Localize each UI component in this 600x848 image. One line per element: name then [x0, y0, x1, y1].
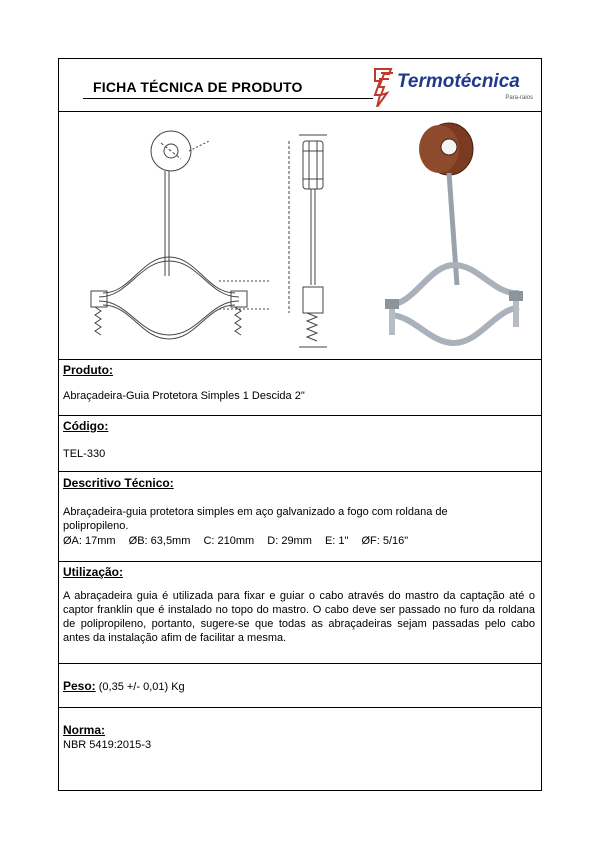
- peso-row: [63, 679, 185, 693]
- termotecnica-logo: [371, 65, 539, 107]
- side-view-drawing: [269, 115, 349, 355]
- title-underline: [83, 98, 373, 99]
- product-photo: [369, 115, 529, 355]
- brand-name: Termotécnica: [397, 71, 520, 92]
- descritivo-label: Descritivo Técnico:: [63, 476, 174, 490]
- divider: [59, 663, 541, 664]
- page-title: FICHA TÉCNICA DE PRODUTO: [93, 79, 303, 95]
- codigo-label: Código:: [63, 419, 109, 433]
- descritivo-line2: polipropileno.: [63, 520, 129, 532]
- divider: [59, 561, 541, 562]
- codigo-value: TEL-330: [63, 448, 106, 460]
- peso-value: (0,35 +/- 0,01) Kg: [98, 681, 185, 693]
- spec-item: ØA: 17mm: [63, 535, 116, 547]
- utilizacao-label: Utilização:: [63, 565, 124, 579]
- product-images: [59, 111, 543, 359]
- brand-subtitle: Para-raios: [505, 95, 533, 101]
- divider: [59, 707, 541, 708]
- divider: [59, 415, 541, 416]
- spec-item: D: 29mm: [267, 535, 312, 547]
- produto-label: Produto:: [63, 363, 113, 377]
- utilizacao-text: A abraçadeira guia é utilizada para fixar e guiar o cabo através do mastro da captação até o captor franklin que é instalado no topo do mastro. O cabo deve ser passado no furo da roldana de polipropileno, portanto, sugere-se que todas as abraçadeiras sejam passadas pelo cabo antes da instalação afim de facilitar a mesma.: [63, 590, 535, 644]
- divider: [59, 359, 541, 360]
- spec-item: ØB: 63,5mm: [128, 535, 191, 547]
- spec-item: ØF: 5/16": [361, 535, 409, 547]
- norma-label: Norma:: [63, 723, 106, 737]
- descritivo-line1: Abraçadeira-guia protetora simples em aço galvanizado a fogo com roldana de: [63, 506, 448, 518]
- logo-mark-icon: [371, 67, 397, 107]
- norma-value: NBR 5419:2015-3: [63, 739, 152, 751]
- front-view-drawing: [69, 121, 269, 351]
- technical-sheet: [58, 58, 542, 791]
- divider: [59, 471, 541, 472]
- spec-item: E: 1": [324, 535, 349, 547]
- spec-list: [63, 534, 418, 548]
- produto-value: Abraçadeira-Guia Protetora Simples 1 Descida 2": [63, 390, 305, 402]
- peso-label: Peso:: [63, 679, 96, 693]
- spec-item: C: 210mm: [203, 535, 255, 547]
